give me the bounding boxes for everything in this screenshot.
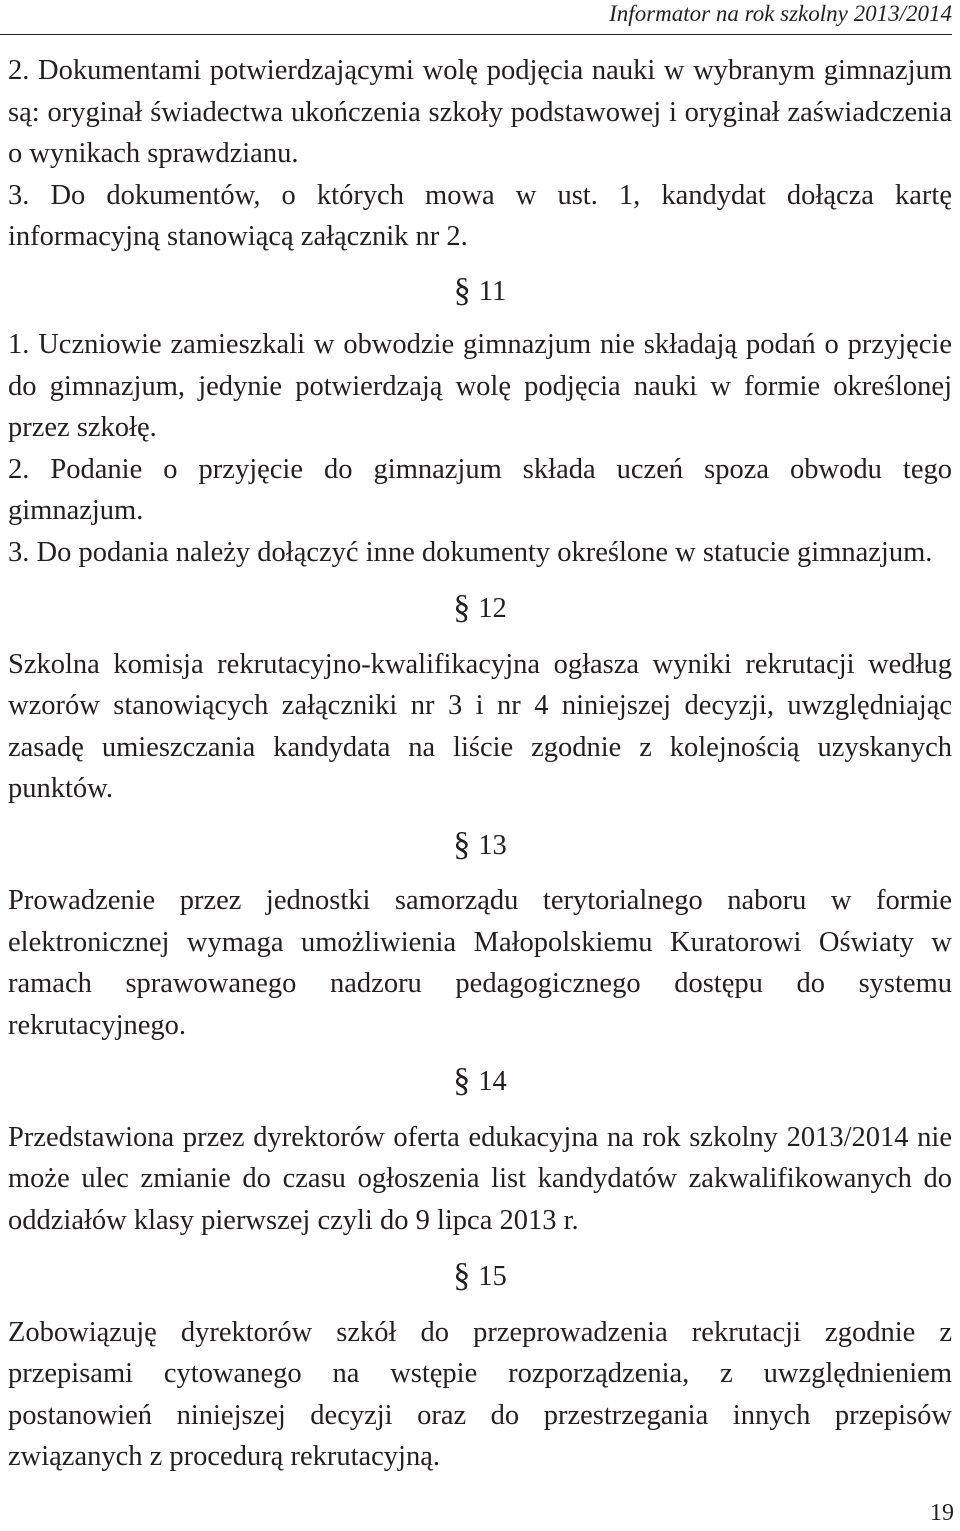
section-sign: § (453, 589, 471, 626)
page-number: 19 (930, 1500, 954, 1526)
section-15-paragraph: Zobowiązuję dyrektorów szkół do przeprowadzenia rekrutacji zgodnie z przepisami cytowanego na wstępie rozporządzenia, z uwzględnieniem postanowień niniejszej decyzji oraz do przestrzegania innych przepisów związanych z procedurą rekrutacyjną. (8, 1316, 952, 1472)
section-heading-14 (8, 1060, 952, 1103)
section-heading-12 (8, 587, 952, 630)
section-11-paragraph-3: 3. Do podania należy dołączyć inne dokumenty określone w statucie gimnazjum. (8, 536, 933, 568)
section-sign: § (453, 1062, 471, 1099)
section-11-paragraph-1: 1. Uczniowie zamieszkali w obwodzie gimnazjum nie składają podań o przyjęcie do gimnazjum, jedynie potwierdzają wolę podjęcia nauki w formie określonej przez szkołę. (8, 329, 952, 443)
section-number: 12 (478, 593, 507, 624)
running-header (0, 0, 952, 35)
section-14-paragraph: Przedstawiona przez dyrektorów oferta edukacyjna na rok szkolny 2013/2014 nie może ulec zmianie do czasu ogłoszenia list kandydatów zakwalifikowanych do oddziałów klasy pierwszej czyli do 9 lipca 2013 r. (8, 1121, 952, 1236)
section-sign: § (453, 271, 471, 309)
header-title: Informator na rok szkolny 2013/2014 (609, 1, 952, 26)
section-heading-15 (8, 1255, 952, 1298)
section-sign: § (453, 1257, 471, 1294)
section-number: 11 (478, 275, 507, 307)
section-heading-11 (8, 270, 952, 313)
section-11-paragraph-2: 2. Podanie o przyjęcie do gimnazjum składa uczeń spoza obwodu tego gimnazjum. (8, 453, 952, 526)
paragraph-3-documents: 3. Do dokumentów, o których mowa w ust. 1, kandydat dołącza kartę informacyjną stanowiącą załącznik nr 2. (8, 179, 952, 252)
page-content (8, 50, 952, 1478)
section-number: 15 (478, 1261, 507, 1292)
section-heading-13 (8, 824, 952, 867)
section-12-paragraph: Szkolna komisja rekrutacyjno-kwalifikacyjna ogłasza wyniki rekrutacji według wzorów stanowiących załączniki nr 3 i nr 4 niniejszej decyzji, uwzględniając zasadę umieszczania kandydata na liście zgodnie z kolejnością uzyskanych punktów. (8, 648, 952, 804)
section-number: 14 (478, 1066, 507, 1097)
section-sign: § (453, 825, 471, 863)
section-number: 13 (478, 829, 507, 861)
paragraph-2-documents: 2. Dokumentami potwierdzającymi wolę podjęcia nauki w wybranym gimnazjum są: oryginał świadectwa ukończenia szkoły podstawowej i oryginał zaświadczenia o wynikach sprawdzianu. (8, 55, 952, 169)
section-13-paragraph: Prowadzenie przez jednostki samorządu terytorialnego naboru w formie elektronicznej wymaga umożliwienia Małopolskiemu Kuratorowi Oświaty w ramach sprawowanego nadzoru pedagogicznego dostępu do systemu rekrutacyjnego. (8, 885, 952, 1041)
